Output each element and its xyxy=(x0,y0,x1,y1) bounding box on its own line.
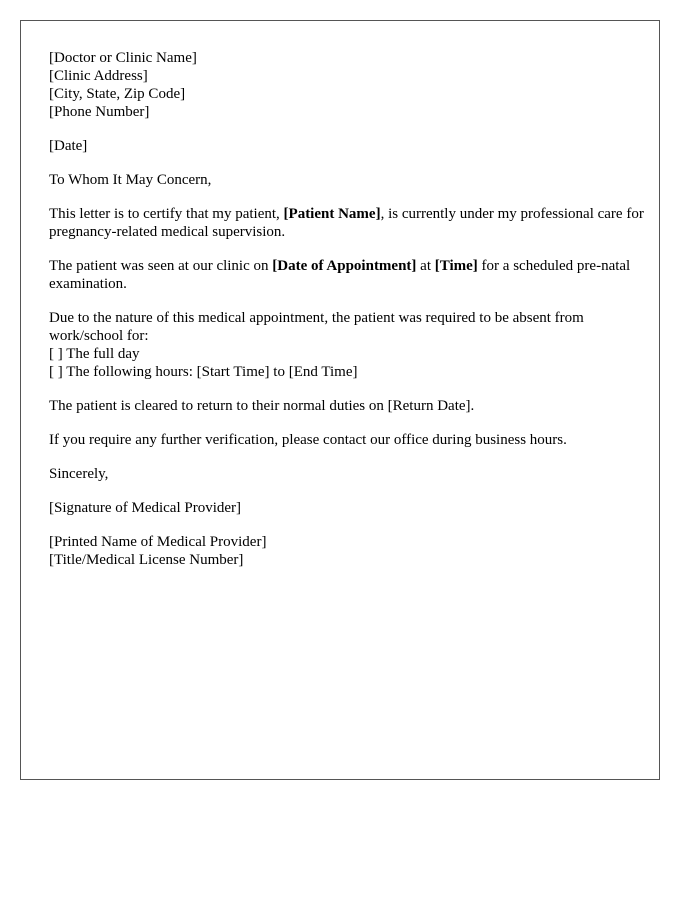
absence-option-full-day: [ ] The full day xyxy=(49,346,140,362)
verification-paragraph: If you require any further verification, please contact our office during business hours. xyxy=(49,432,567,448)
provider-info xyxy=(49,533,645,569)
return-paragraph: The patient is cleared to return to their normal duties on [Return Date]. xyxy=(49,398,475,414)
clinic-city-state-zip: [City, State, Zip Code] xyxy=(49,86,186,102)
clinic-address: [Clinic Address] xyxy=(49,68,148,84)
certify-after: , is currently under my professional care for pregnancy-related medical supervision. xyxy=(49,206,644,240)
clinic-name: [Doctor or Clinic Name] xyxy=(49,50,197,66)
appointment-date-field: [Date of Appointment] xyxy=(272,258,417,274)
signature-line: [Signature of Medical Provider] xyxy=(49,500,242,516)
appointment-time-field: [Time] xyxy=(434,258,478,274)
certify-before: This letter is to certify that my patient, xyxy=(49,206,280,222)
clinic-phone: [Phone Number] xyxy=(49,104,150,120)
title-license: [Title/Medical License Number] xyxy=(49,552,244,568)
certify-paragraph xyxy=(49,205,645,241)
absence-section xyxy=(49,309,645,381)
salutation: To Whom It May Concern, xyxy=(49,172,212,188)
visit-before: The patient was seen at our clinic on xyxy=(49,258,269,274)
visit-after: for a scheduled pre-natal examination. xyxy=(49,258,631,292)
visit-paragraph xyxy=(49,257,645,293)
absence-intro: Due to the nature of this medical appointment, the patient was required to be absent from work/school for: xyxy=(49,310,584,344)
clinic-header xyxy=(49,49,645,121)
letter-body xyxy=(49,49,645,585)
printed-name: [Printed Name of Medical Provider] xyxy=(49,534,267,550)
closing: Sincerely, xyxy=(49,466,109,482)
visit-at: at xyxy=(420,258,431,274)
letter-date: [Date] xyxy=(49,138,88,154)
letter-page xyxy=(20,20,660,780)
absence-option-hours: [ ] The following hours: [Start Time] to [End Time] xyxy=(49,364,358,380)
patient-name-field: [Patient Name] xyxy=(283,206,381,222)
